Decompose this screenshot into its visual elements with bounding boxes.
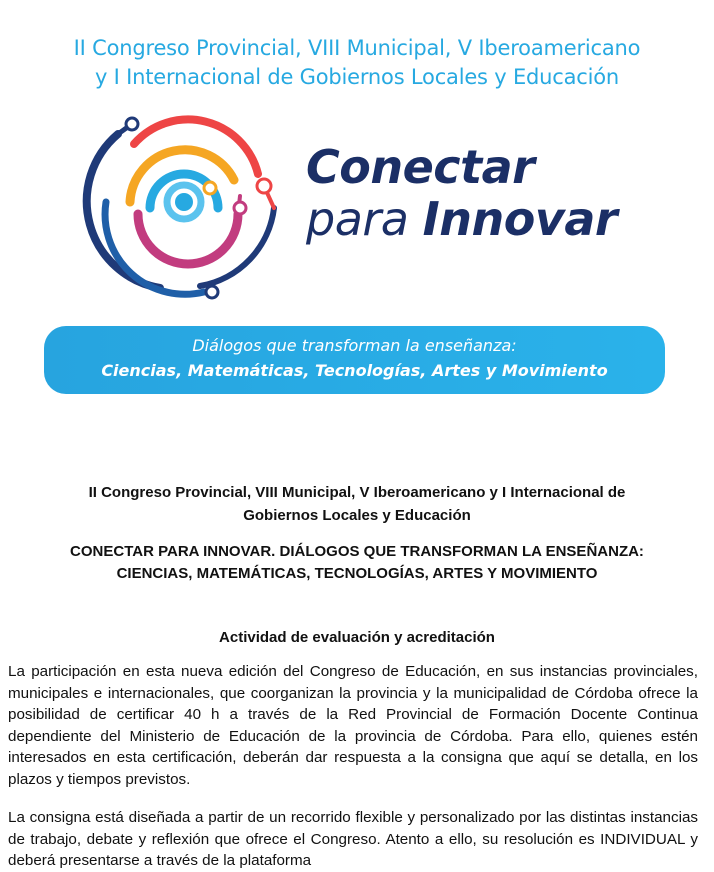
banner-topics: Ciencias, Matemáticas, Tecnologías, Artes y Movimiento [101,361,608,380]
document-theme-title-2: CIENCIAS, MATEMÁTICAS, TECNOLOGÍAS, ARTES Y MOVIMIENTO [116,565,598,582]
theme-banner [44,326,665,394]
section-heading: Actividad de evaluación y acreditación [219,629,495,646]
congress-title-line-2: y I Internacional de Gobiernos Locales y Educación [94,65,620,89]
conectar-logo-icon [78,104,290,304]
congress-title-line-1: II Congreso Provincial, VIII Municipal, V Iberoamericano [73,36,641,60]
body-paragraph-2: La consigna está diseñada a partir de un recorrido flexible y personalizado por las distintas instancias de trabajo, debate y reflexión que ofrece el Congreso. Atento a ello, su resolución es INDIVIDUAL y deberá presentarse a través de la plataforma [8,809,698,870]
brand-word-conectar: Conectar [306,140,535,194]
brand-word-innovar: Innovar [422,192,618,246]
body-paragraph-1: La participación en esta nueva edición del Congreso de Educación, en sus instancias provinciales, municipales e internacionales, que coorganizan la provincia y la municipalidad de Córdoba ofrece la posibilidad de certificar 40 h a través de la Red Provincial de Formación Docente Continua dependiente del Ministerio de Educación de la provincia de Córdoba. Para ello, quienes estén interesados en esta certificación, deberán dar respuesta a la consigna que aquí se detalla, en los plazos y tiempos previstos. [8,663,698,788]
brand-word-para: para [306,192,423,246]
document-congress-title-2: Gobiernos Locales y Educación [243,507,471,524]
brand-wordmark [306,140,618,246]
document-theme-title-1: CONECTAR PARA INNOVAR. DIÁLOGOS QUE TRANSFORMAN LA ENSEÑANZA: [70,543,644,560]
brand-word-para-innovar [306,192,618,246]
banner-subtitle: Diálogos que transforman la enseñanza: [192,336,517,355]
document-congress-title-1: II Congreso Provincial, VIII Municipal, V Iberoamericano y I Internacional de [88,484,626,501]
